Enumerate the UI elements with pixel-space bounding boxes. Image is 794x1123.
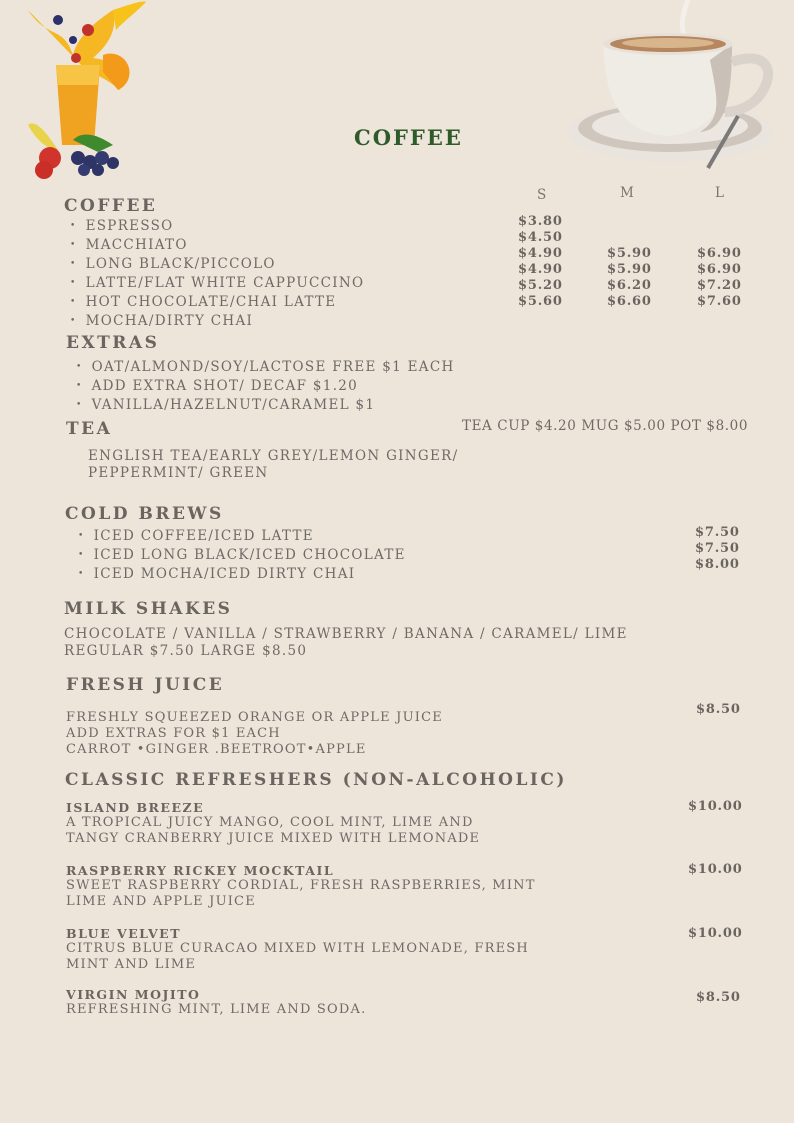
price: $3.80 (518, 214, 563, 229)
refreshers-heading: CLASSIC REFRESHERS (NON-ALCOHOLIC) (65, 770, 567, 790)
coffee-prices-m (607, 246, 652, 310)
refresher-name: VIRGIN MOJITO (66, 987, 201, 1002)
price: $5.20 (518, 278, 563, 293)
list-item: • ICED LONG BLACK/ICED CHOCOLATE (78, 547, 406, 566)
coffee-prices-l (697, 246, 742, 310)
price: $6.90 (697, 262, 742, 277)
list-item: • LATTE/FLAT WHITE CAPPUCCINO (70, 275, 364, 294)
fresh-juice-line: CARROT •GINGER .BEETROOT•APPLE (66, 742, 367, 757)
refresher-description: TANGY CRANBERRY JUICE MIXED WITH LEMONADE (66, 831, 481, 846)
price: $6.90 (697, 246, 742, 261)
extras-heading: EXTRAS (66, 333, 160, 353)
refresher-price: $8.50 (696, 990, 741, 1005)
price: $7.60 (697, 294, 742, 309)
tea-description (88, 448, 458, 482)
price: $6.20 (607, 278, 652, 293)
milk-shakes-heading: MILK SHAKES (64, 599, 233, 619)
cold-brews-prices (695, 525, 740, 573)
page-title: COFFEE (354, 125, 463, 150)
coffee-heading: COFFEE (64, 196, 158, 216)
price: $7.50 (695, 525, 740, 540)
list-item: • MACCHIATO (70, 237, 364, 256)
list-item: • VANILLA/HAZELNUT/CARAMEL $1 (76, 397, 455, 416)
refresher-description: A TROPICAL JUICY MANGO, COOL MINT, LIME AND (66, 815, 474, 830)
refresher-price: $10.00 (688, 799, 743, 814)
coffee-list (70, 218, 364, 332)
refresher-description: SWEET RASPBERRY CORDIAL, FRESH RASPBERRIES, MINT (66, 878, 536, 893)
cold-brews-list (78, 528, 406, 585)
price: $5.90 (607, 262, 652, 277)
price: $5.60 (518, 294, 563, 309)
milk-shakes-description (64, 626, 628, 660)
cold-brews-heading: COLD BREWS (65, 504, 224, 524)
refresher-price: $10.00 (688, 926, 743, 941)
size-l-label: L (715, 185, 724, 201)
tea-line: PEPPERMINT/ GREEN (88, 465, 269, 481)
extras-list (76, 359, 455, 416)
refresher-name: RASPBERRY RICKEY MOCKTAIL (66, 863, 335, 878)
fresh-juice-line: FRESHLY SQUEEZED ORANGE OR APPLE JUICE (66, 710, 443, 725)
price: $6.60 (607, 294, 652, 309)
price: $7.20 (697, 278, 742, 293)
price: $8.00 (695, 557, 740, 572)
refresher-description: REFRESHING MINT, LIME AND SODA. (66, 1002, 367, 1017)
coffee-prices-s (518, 214, 563, 310)
price: $4.90 (518, 262, 563, 277)
refresher-item (66, 987, 366, 1018)
refresher-name: BLUE VELVET (66, 926, 182, 941)
refresher-item (66, 800, 480, 847)
refresher-description: MINT AND LIME (66, 957, 197, 972)
size-s-label: S (537, 187, 547, 203)
tea-line: ENGLISH TEA/EARLY GREY/LEMON GINGER/ (88, 448, 459, 464)
price: $4.90 (518, 246, 563, 261)
list-item: • OAT/ALMOND/SOY/LACTOSE FREE $1 EACH (76, 359, 455, 378)
refresher-price: $10.00 (688, 862, 743, 877)
price: $7.50 (695, 541, 740, 556)
list-item: • ESPRESSO (70, 218, 364, 237)
size-m-label: M (620, 185, 634, 201)
price: $4.50 (518, 230, 563, 245)
refresher-description: CITRUS BLUE CURACAO MIXED WITH LEMONADE, FRESH (66, 941, 529, 956)
fresh-juice-description (66, 710, 443, 758)
refresher-item (66, 926, 529, 973)
tea-prices: TEA CUP $4.20 MUG $5.00 POT $8.00 (462, 418, 749, 434)
coffee-cup-image (560, 0, 780, 175)
list-item: • ADD EXTRA SHOT/ DECAF $1.20 (76, 378, 455, 397)
tea-heading: TEA (66, 419, 113, 439)
list-item: • ICED COFFEE/ICED LATTE (78, 528, 406, 547)
list-item: • HOT CHOCOLATE/CHAI LATTE (70, 294, 364, 313)
fresh-juice-heading: FRESH JUICE (66, 675, 225, 695)
orange-juice-splash-image (18, 0, 148, 185)
list-item: • MOCHA/DIRTY CHAI (70, 313, 364, 332)
refresher-item (66, 863, 536, 910)
milk-shakes-line: REGULAR $7.50 LARGE $8.50 (64, 643, 308, 659)
price: $5.90 (607, 246, 652, 261)
milk-shakes-line: CHOCOLATE / VANILLA / STRAWBERRY / BANANA / CARAMEL/ LIME (64, 626, 628, 642)
fresh-juice-price: $8.50 (696, 702, 741, 717)
list-item: • LONG BLACK/PICCOLO (70, 256, 364, 275)
refresher-name: ISLAND BREEZE (66, 800, 205, 815)
list-item: • ICED MOCHA/ICED DIRTY CHAI (78, 566, 406, 585)
fresh-juice-line: ADD EXTRAS FOR $1 EACH (66, 726, 281, 741)
refresher-description: LIME AND APPLE JUICE (66, 894, 256, 909)
